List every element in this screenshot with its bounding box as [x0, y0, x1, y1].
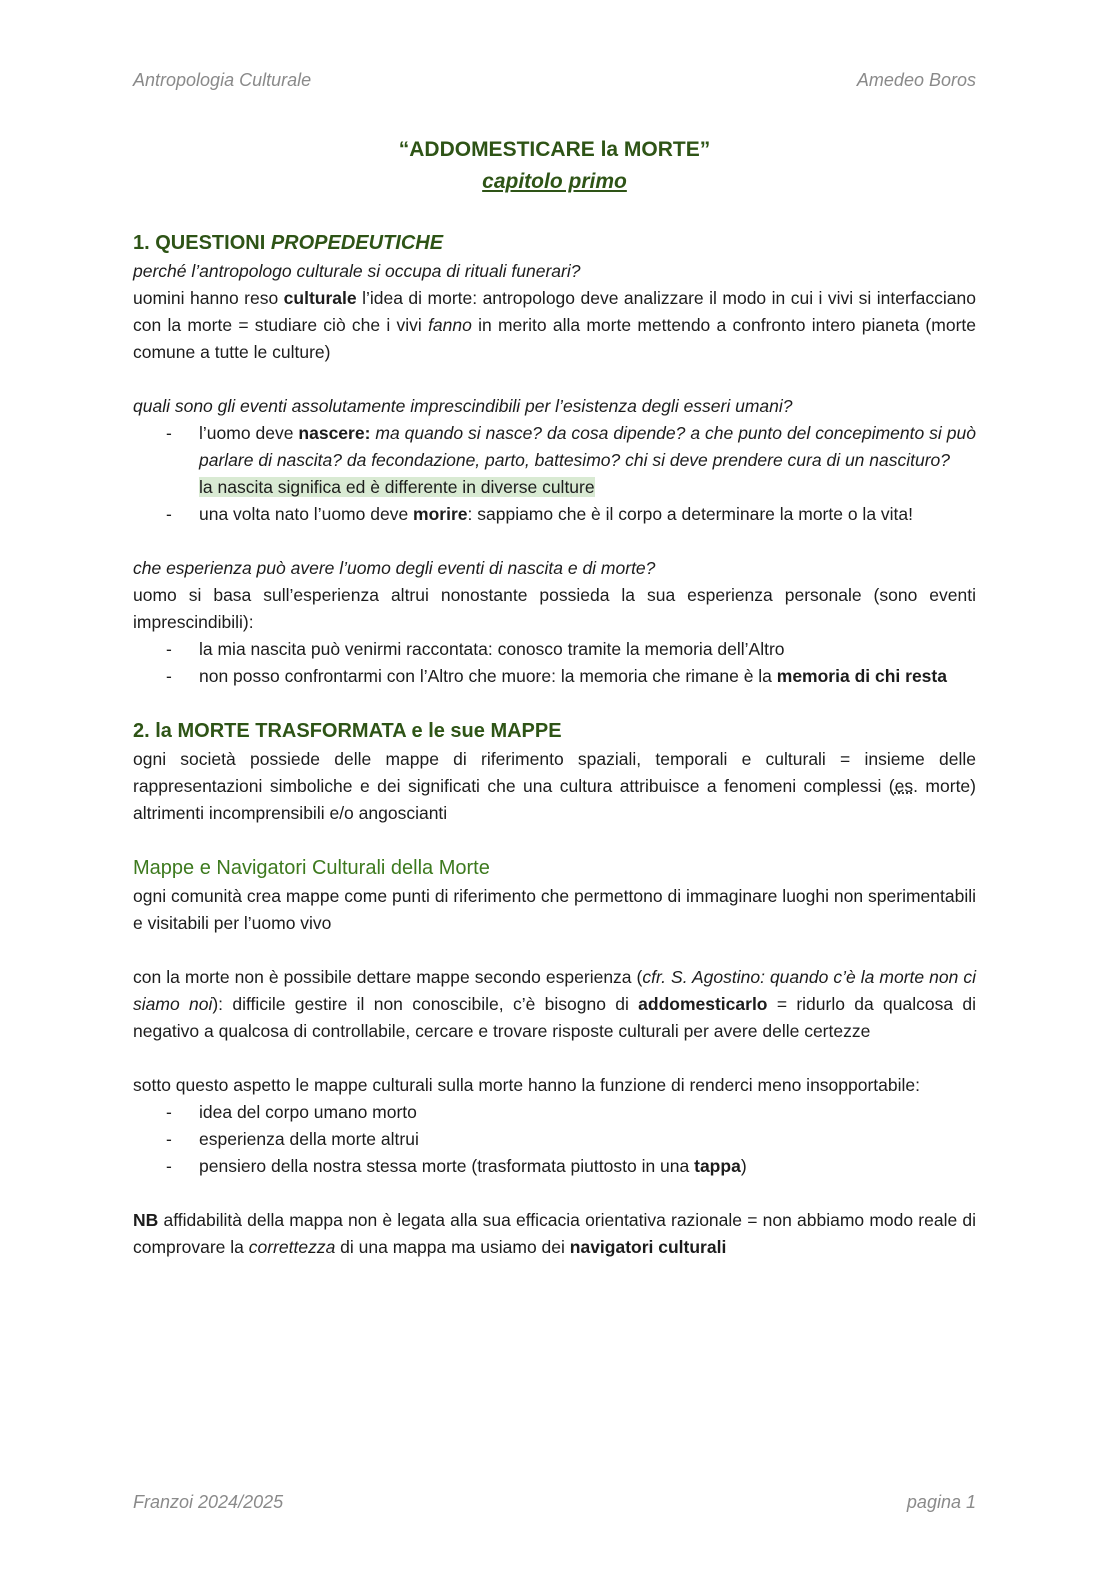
header-author: Amedeo Boros [856, 70, 976, 90]
list-maps [133, 1099, 976, 1180]
list-item: - esperienza della morte altrui [133, 1126, 976, 1153]
highlighted-text: la nascita significa ed è differente in diverse culture [199, 477, 595, 497]
section-2-heading: 2. la MORTE TRASFORMATA e le sue MAPPE [133, 720, 562, 742]
page-header [133, 70, 976, 91]
paragraph-6: sotto questo aspetto le mappe culturali sulla morte hanno la funzione di renderci meno insopportabile: [133, 1075, 921, 1095]
list-item: - la mia nascita può venirmi raccontata: conosco tramite la memoria dell’Altro [133, 636, 976, 663]
paragraph-3: ogni società possiede delle mappe di riferimento spaziali, temporali e culturali = insieme delle rappresentazioni simboliche e dei significati che una cultura attribuisce a fenomeni complessi (es. morte) altrimenti incomprensibili e/o angoscianti [133, 749, 976, 823]
list-item-highlight [133, 474, 976, 501]
list-events [133, 420, 976, 528]
document-title: “ADDOMESTICARE la MORTE” [398, 138, 711, 161]
paragraph-2: uomo si basa sull’esperienza altrui nonostante possieda la sua esperienza personale (sono eventi imprescindibili): [133, 585, 976, 632]
subsection-heading: Mappe e Navigatori Culturali della Morte [133, 857, 490, 879]
section-1-number: 1. QUESTIONI [133, 232, 271, 254]
footer-author-year: Franzoi 2024/2025 [133, 1492, 284, 1512]
document-subtitle: capitolo primo [482, 170, 627, 193]
page-content [133, 134, 976, 1261]
page-number: pagina 1 [906, 1492, 976, 1512]
list-item: - l’uomo deve nascere: ma quando si nasce? da cosa dipende? a che punto del concepimento si può parlare di nascita? da fecondazione, parto, battesimo? chi si deve prendere cura di un nascituro? [133, 420, 976, 474]
question-3: che esperienza può avere l’uomo degli eventi di nascita e di morte? [133, 558, 656, 578]
list-experience [133, 636, 976, 690]
paragraph-4: ogni comunità crea mappe come punti di riferimento che permettono di immaginare luoghi non sperimentabili e visitabili per l’uomo vivo [133, 886, 976, 933]
page-footer [133, 1492, 976, 1513]
header-course: Antropologia Culturale [133, 70, 312, 90]
question-1: perché l’antropologo culturale si occupa di rituali funerari? [133, 261, 581, 281]
paragraph-1: uomini hanno reso culturale l’idea di morte: antropologo deve analizzare il modo in cui i vivi si interfacciano con la morte = studiare ciò che i vivi fanno in merito alla morte mettendo a confronto intero pianeta (morte comune a tutte le culture) [133, 288, 976, 362]
paragraph-5: con la morte non è possibile dettare mappe secondo esperienza (cfr. S. Agostino: quando c’è la morte non ci siamo noi): difficile gestire il non conoscibile, c’è bisogno di addomesticarlo = ridurlo da qualcosa di negativo a qualcosa di controllabile, cercare e trovare risposte culturali per avere delle certezze [133, 967, 977, 1041]
section-1-heading-em: PROPEDEUTICHE [270, 232, 444, 254]
list-item: - pensiero della nostra stessa morte (trasformata piuttosto in una tappa) [133, 1153, 976, 1180]
list-item: - una volta nato l’uomo deve morire: sappiamo che è il corpo a determinare la morte o la vita! [133, 501, 976, 528]
list-item: - idea del corpo umano morto [133, 1099, 976, 1126]
question-2: quali sono gli eventi assolutamente imprescindibili per l’esistenza degli esseri umani? [133, 396, 793, 416]
section-1-heading [133, 228, 976, 258]
nb-label: NB [133, 1210, 159, 1230]
list-item: - non posso confrontarmi con l’Altro che muore: la memoria che rimane è la memoria di chi resta [133, 663, 976, 690]
paragraph-7: NB affidabilità della mappa non è legata alla sua efficacia orientativa razionale = non abbiamo modo reale di comprovare la correttezza di una mappa ma usiamo dei navigatori culturali [133, 1210, 976, 1257]
